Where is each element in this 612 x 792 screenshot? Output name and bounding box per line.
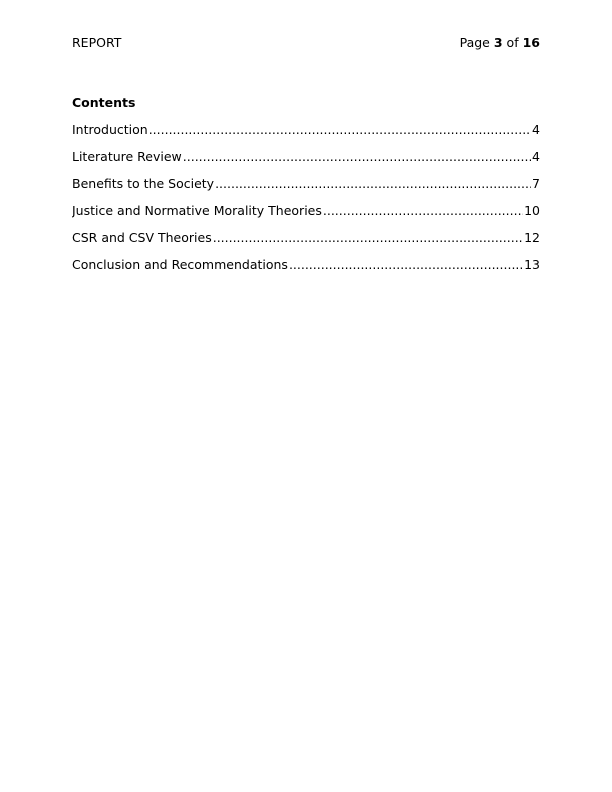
toc-entry-page: 12 [524, 230, 540, 245]
toc-entry-page: 7 [532, 176, 540, 191]
toc-entry-conclusion[interactable] [72, 257, 540, 284]
toc-entry-page: 4 [532, 149, 540, 164]
toc-dot-leader [215, 176, 531, 192]
toc-entry-justice-theories[interactable] [72, 203, 540, 230]
toc-entry-introduction[interactable] [72, 122, 540, 149]
toc-entry-text: Literature Review [72, 149, 182, 164]
table-of-contents [72, 122, 540, 284]
page-total: 16 [522, 35, 540, 50]
header-title: REPORT [72, 35, 122, 50]
toc-entry-text: CSR and CSV Theories [72, 230, 212, 245]
toc-entry-text: Justice and Normative Morality Theories [72, 203, 322, 218]
toc-entry-text: Introduction [72, 122, 148, 137]
toc-dot-leader [323, 203, 523, 219]
toc-dot-leader [183, 149, 531, 165]
toc-entry-text: Conclusion and Recommendations [72, 257, 288, 272]
page-of: of [506, 35, 519, 50]
page-prefix: Page [459, 35, 490, 50]
toc-heading: Contents [72, 95, 136, 110]
toc-entry-page: 13 [524, 257, 540, 272]
toc-dot-leader [149, 122, 531, 138]
page-header [72, 35, 540, 51]
toc-entry-csr-csv[interactable] [72, 230, 540, 257]
toc-dot-leader [289, 257, 523, 273]
toc-entry-benefits[interactable] [72, 176, 540, 203]
toc-entry-page: 10 [524, 203, 540, 218]
toc-entry-text: Benefits to the Society [72, 176, 215, 191]
toc-entry-literature-review[interactable] [72, 149, 540, 176]
page-current: 3 [493, 35, 503, 50]
page-number [460, 35, 540, 51]
toc-entry-page: 4 [532, 122, 540, 137]
toc-dot-leader [213, 230, 523, 246]
